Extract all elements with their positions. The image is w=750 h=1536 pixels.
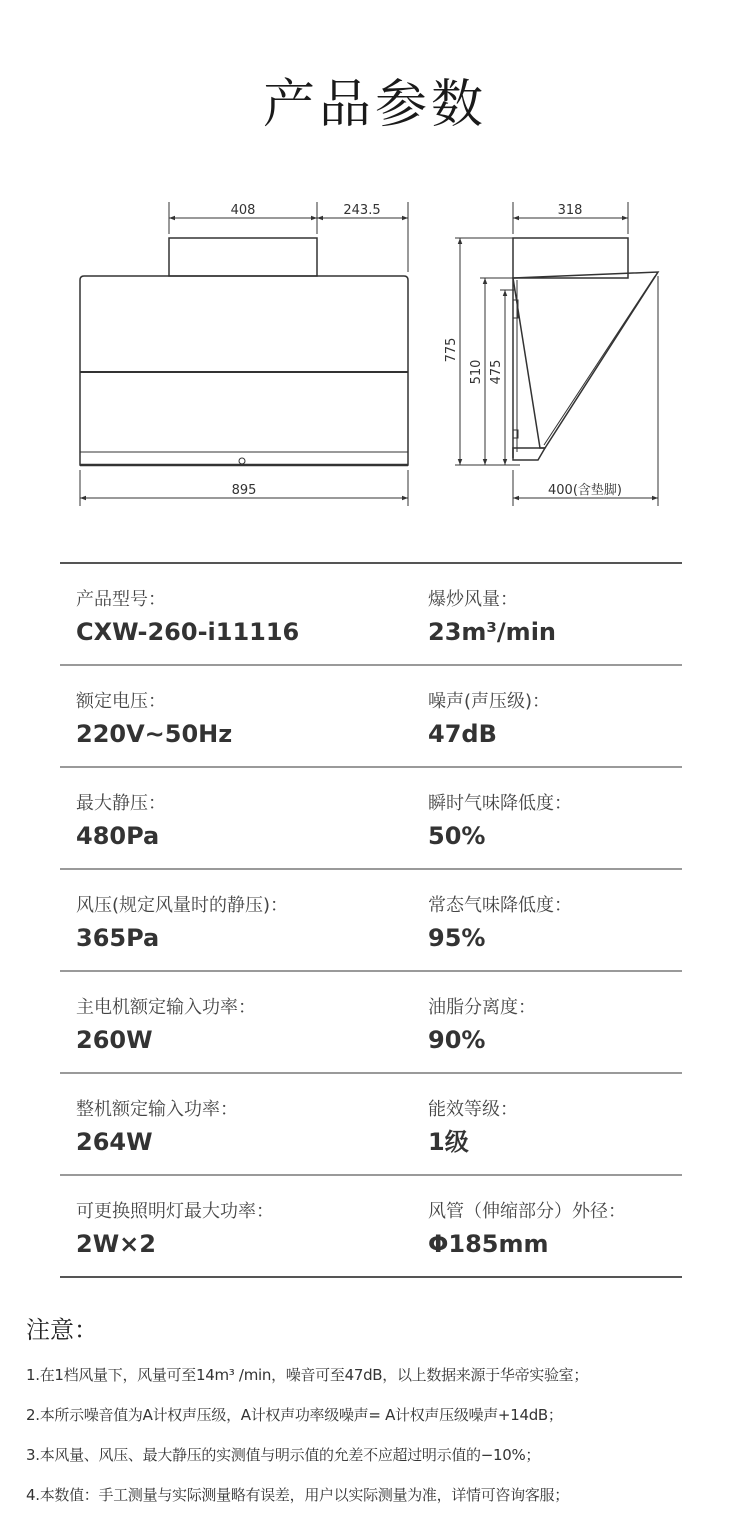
dim-400-label: 400(含垫脚) [548,483,622,498]
dim-510-label: 510 [469,359,484,385]
spec-label: 能效等级： [428,1099,518,1120]
spec-label: 常态气味降低度： [428,895,572,916]
dim-895-label: 895 [231,483,257,498]
spec-label: 可更换照明灯最大功率： [76,1201,274,1222]
spec-label: 瞬时气味降低度： [428,793,572,814]
side-view [455,202,658,506]
spec-row [60,564,682,666]
dim-408-label: 408 [230,203,256,218]
spec-row [60,1176,682,1278]
spec-value: 50% [428,822,486,850]
note-item: 2.本所示噪音值为A计权声压级，A计权声功率级噪声= A计权声压级噪声+14dB； [26,1406,563,1424]
note-item: 1.在1档风量下，风量可至14m³ /min，噪音可至47dB，以上数据来源于华帝实验室； [26,1366,589,1384]
spec-label: 最大静压： [76,793,166,814]
dim-475-label: 475 [489,359,504,385]
notes-section [26,1310,746,1515]
spec-label: 噪声(声压级)： [428,691,551,712]
spec-value: 264W [76,1128,153,1156]
spec-value: CXW-260-i11116 [76,618,300,646]
spec-label: 风压(规定风量时的静压)： [76,895,289,916]
spec-row [60,870,682,972]
dim-243-label: 243.5 [343,203,381,218]
dim-775-label: 775 [444,337,459,363]
spec-label: 主电机额定输入功率： [76,997,256,1018]
spec-row [60,666,682,768]
spec-value: 220V~50Hz [76,720,233,748]
spec-value: 260W [76,1026,153,1054]
spec-value: 480Pa [76,822,160,850]
spec-label: 油脂分离度： [428,997,536,1018]
spec-label: 爆炒风量： [428,589,518,610]
spec-value: 1级 [428,1128,469,1156]
spec-table [60,562,682,1278]
spec-row [60,1074,682,1176]
spec-row [60,768,682,870]
spec-label: 整机额定输入功率： [76,1099,238,1120]
spec-label: 风管（伸缩部分）外径： [428,1201,626,1222]
spec-value: 95% [428,924,486,952]
spec-value: 23m³/min [428,618,557,646]
dimension-diagram [0,190,750,520]
dim-318-label: 318 [557,203,583,218]
spec-value: 365Pa [76,924,160,952]
spec-value: 47dB [428,720,497,748]
note-item: 4.本数值：手工测量与实际测量略有误差，用户以实际测量为准，详情可咨询客服； [26,1486,569,1504]
spec-value: 2W×2 [76,1230,156,1258]
note-item: 3.本风量、风压、最大静压的实测值与明示值的允差不应超过明示值的−10%； [26,1446,541,1464]
spec-value: Φ185mm [428,1230,549,1258]
front-view [80,202,408,506]
spec-label: 产品型号： [76,589,166,610]
spec-row [60,972,682,1074]
notes-title: 注意： [26,1316,98,1344]
page-title: 产品参数 [262,75,487,135]
spec-value: 90% [428,1026,486,1054]
spec-label: 额定电压： [76,691,166,712]
